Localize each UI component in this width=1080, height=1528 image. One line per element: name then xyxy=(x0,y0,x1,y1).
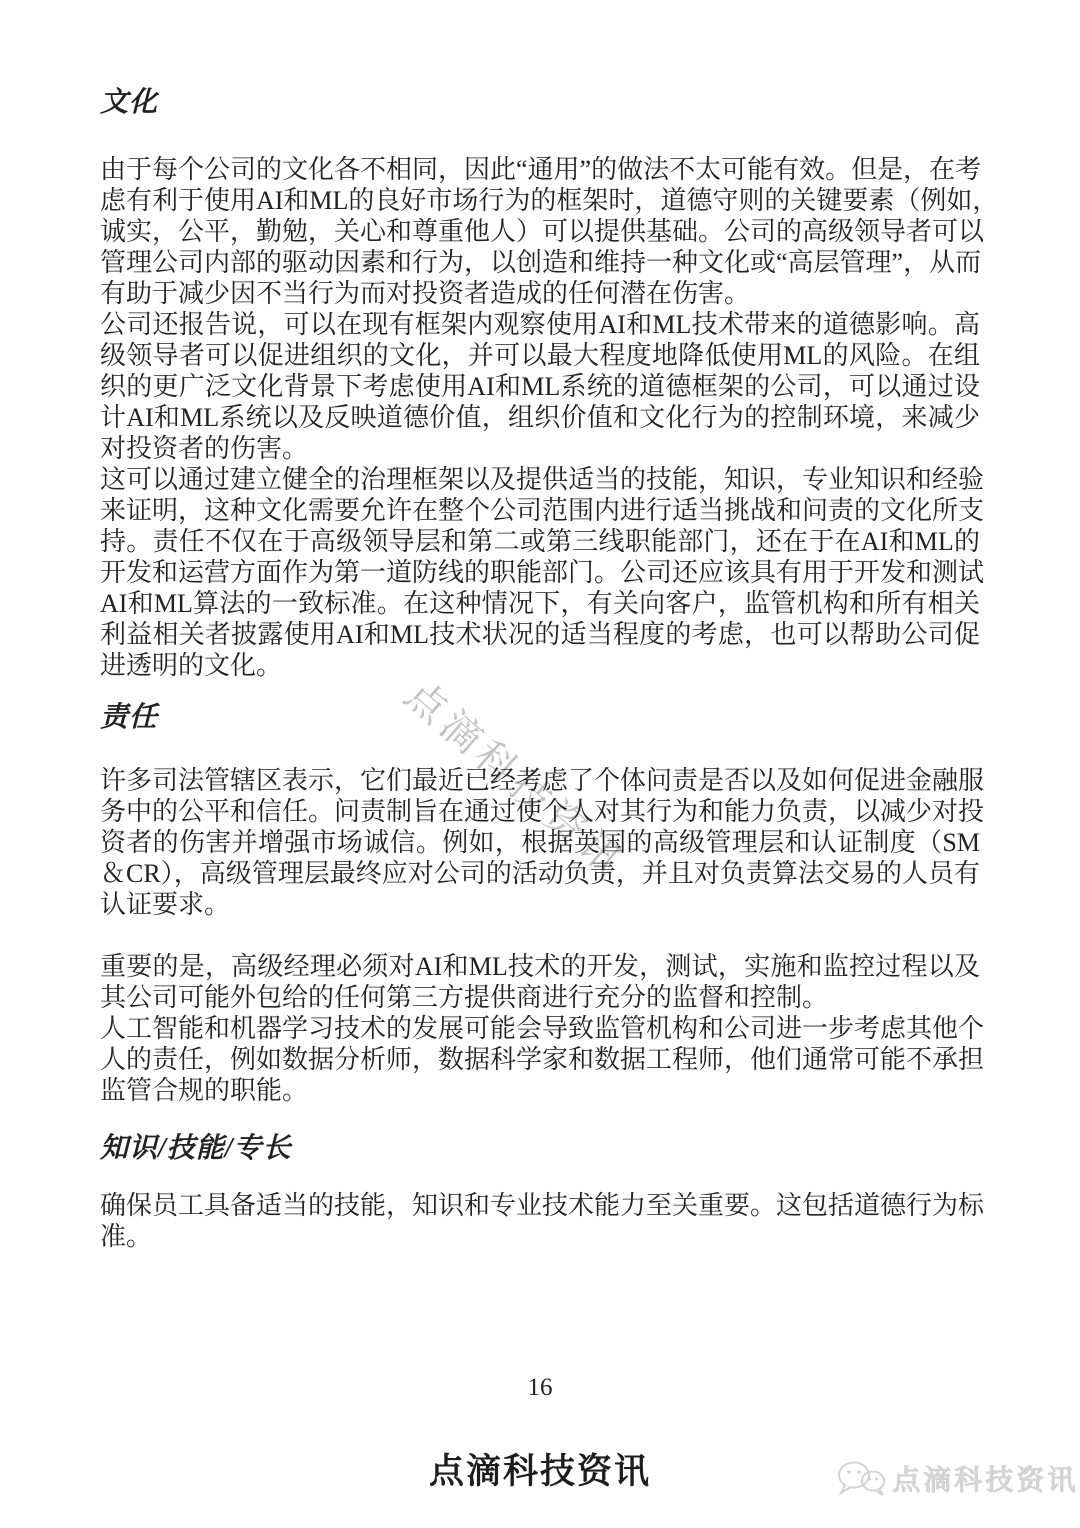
paragraph xyxy=(100,309,980,464)
text-line: 有助于减少因不当行为而对投资者造成的任何潜在伤害。 xyxy=(100,279,751,308)
text-line: 人工智能和机器学习技术的发展可能会导致监管机构和公司进一步考虑其他个 xyxy=(100,1014,985,1043)
text-line: 管理公司内部的驱动因素和行为，以创造和维持一种文化或“高层管理”，从而 xyxy=(100,248,982,277)
section-heading: 责任 xyxy=(100,702,159,733)
text-line: 对投资者的伤害。 xyxy=(100,434,309,463)
text-line: 务中的公平和信任。问责制旨在通过使个人对其行为和能力负责，以减少对投 xyxy=(100,797,985,826)
section-culture xyxy=(100,86,999,681)
section-heading: 文化 xyxy=(100,87,159,118)
diagonal-watermark: 点滴科技资讯 xyxy=(396,671,635,887)
corner-watermark xyxy=(834,1458,1078,1498)
paragraph xyxy=(100,765,985,920)
text-line: 确保员工具备适当的技能，知识和专业技术能力至关重要。这包括道德行为标 xyxy=(100,1191,985,1220)
text-line: 虑有利于使用AI和ML的良好市场行为的框架时，道德守则的关键要素（例如， xyxy=(100,186,999,215)
paragraph xyxy=(100,154,999,309)
text-line: 由于每个公司的文化各不相同，因此“通用”的做法不太可能有效。但是，在考 xyxy=(100,155,982,184)
text-line: 资者的伤害并增强市场诚信。例如，根据英国的高级管理层和认证制度（SM xyxy=(100,828,980,857)
text-line: 计AI和ML系统以及反映道德价值，组织价值和文化行为的控制环境，来减少 xyxy=(100,403,980,432)
text-line: ＆CR），高级管理层最终应对公司的活动负责，并且对负责算法交易的人员有 xyxy=(100,859,980,888)
text-line: 其公司可能外包给的任何第三方提供商进行充分的监督和控制。 xyxy=(100,983,829,1012)
text-line: 公司还报告说，可以在现有框架内观察使用AI和ML技术带来的道德影响。高 xyxy=(100,310,980,339)
paragraph xyxy=(100,1013,985,1106)
footer-brand: 点滴科技资讯 xyxy=(428,1452,651,1491)
text-line: 诚实，公平，勤勉，关心和尊重他人）可以提供基础。公司的高级领导者可以 xyxy=(100,217,985,246)
text-line: 准。 xyxy=(100,1222,153,1251)
corner-watermark-text: 点滴科技资讯 xyxy=(892,1465,1079,1496)
text-line: 监管合规的职能。 xyxy=(100,1076,309,1105)
text-line: 人的责任，例如数据分析师，数据科学家和数据工程师，他们通常可能不承担 xyxy=(100,1045,985,1074)
paragraph-gap xyxy=(100,920,980,951)
text-line: 进透明的文化。 xyxy=(100,651,283,680)
text-line: 开发和运营方面作为第一道防线的职能部门。公司还应该具有用于开发和测试 xyxy=(100,558,985,587)
text-line: 认证要求。 xyxy=(100,890,231,919)
section-responsibility xyxy=(100,701,985,1106)
text-line: 来证明，这种文化需要允许在整个公司范围内进行适当挑战和问责的文化所支 xyxy=(100,496,985,525)
paragraph xyxy=(100,464,985,681)
section-heading: 知识/技能/专长 xyxy=(100,1133,292,1164)
text-line: 级领导者可以促进组织的文化，并可以最大程度地降低使用ML的风险。在组 xyxy=(100,341,980,370)
text-line: 重要的是，高级经理必须对AI和ML技术的开发，测试，实施和监控过程以及 xyxy=(100,952,980,981)
paragraph xyxy=(100,1190,985,1252)
wechat-icon xyxy=(834,1459,886,1497)
text-line: 许多司法管辖区表示，它们最近已经考虑了个体问责是否以及如何促进金融服 xyxy=(100,766,985,795)
text-line: 持。责任不仅在于高级领导层和第二或第三线职能部门，还在于在AI和ML的 xyxy=(100,527,980,556)
text-line: 利益相关者披露使用AI和ML技术状况的适当程度的考虑，也可以帮助公司促 xyxy=(100,620,980,649)
text-line: 这可以通过建立健全的治理框架以及提供适当的技能，知识，专业知识和经验 xyxy=(100,465,985,494)
page-number: 16 xyxy=(527,1374,553,1401)
paragraph xyxy=(100,951,980,1013)
text-line: AI和ML算法的一致标准。在这种情况下，有关向客户，监管机构和所有相关 xyxy=(100,589,980,618)
section-knowledge-skills-expertise xyxy=(100,1132,985,1252)
text-line: 织的更广泛文化背景下考虑使用AI和ML系统的道德框架的公司，可以通过设 xyxy=(100,372,980,401)
